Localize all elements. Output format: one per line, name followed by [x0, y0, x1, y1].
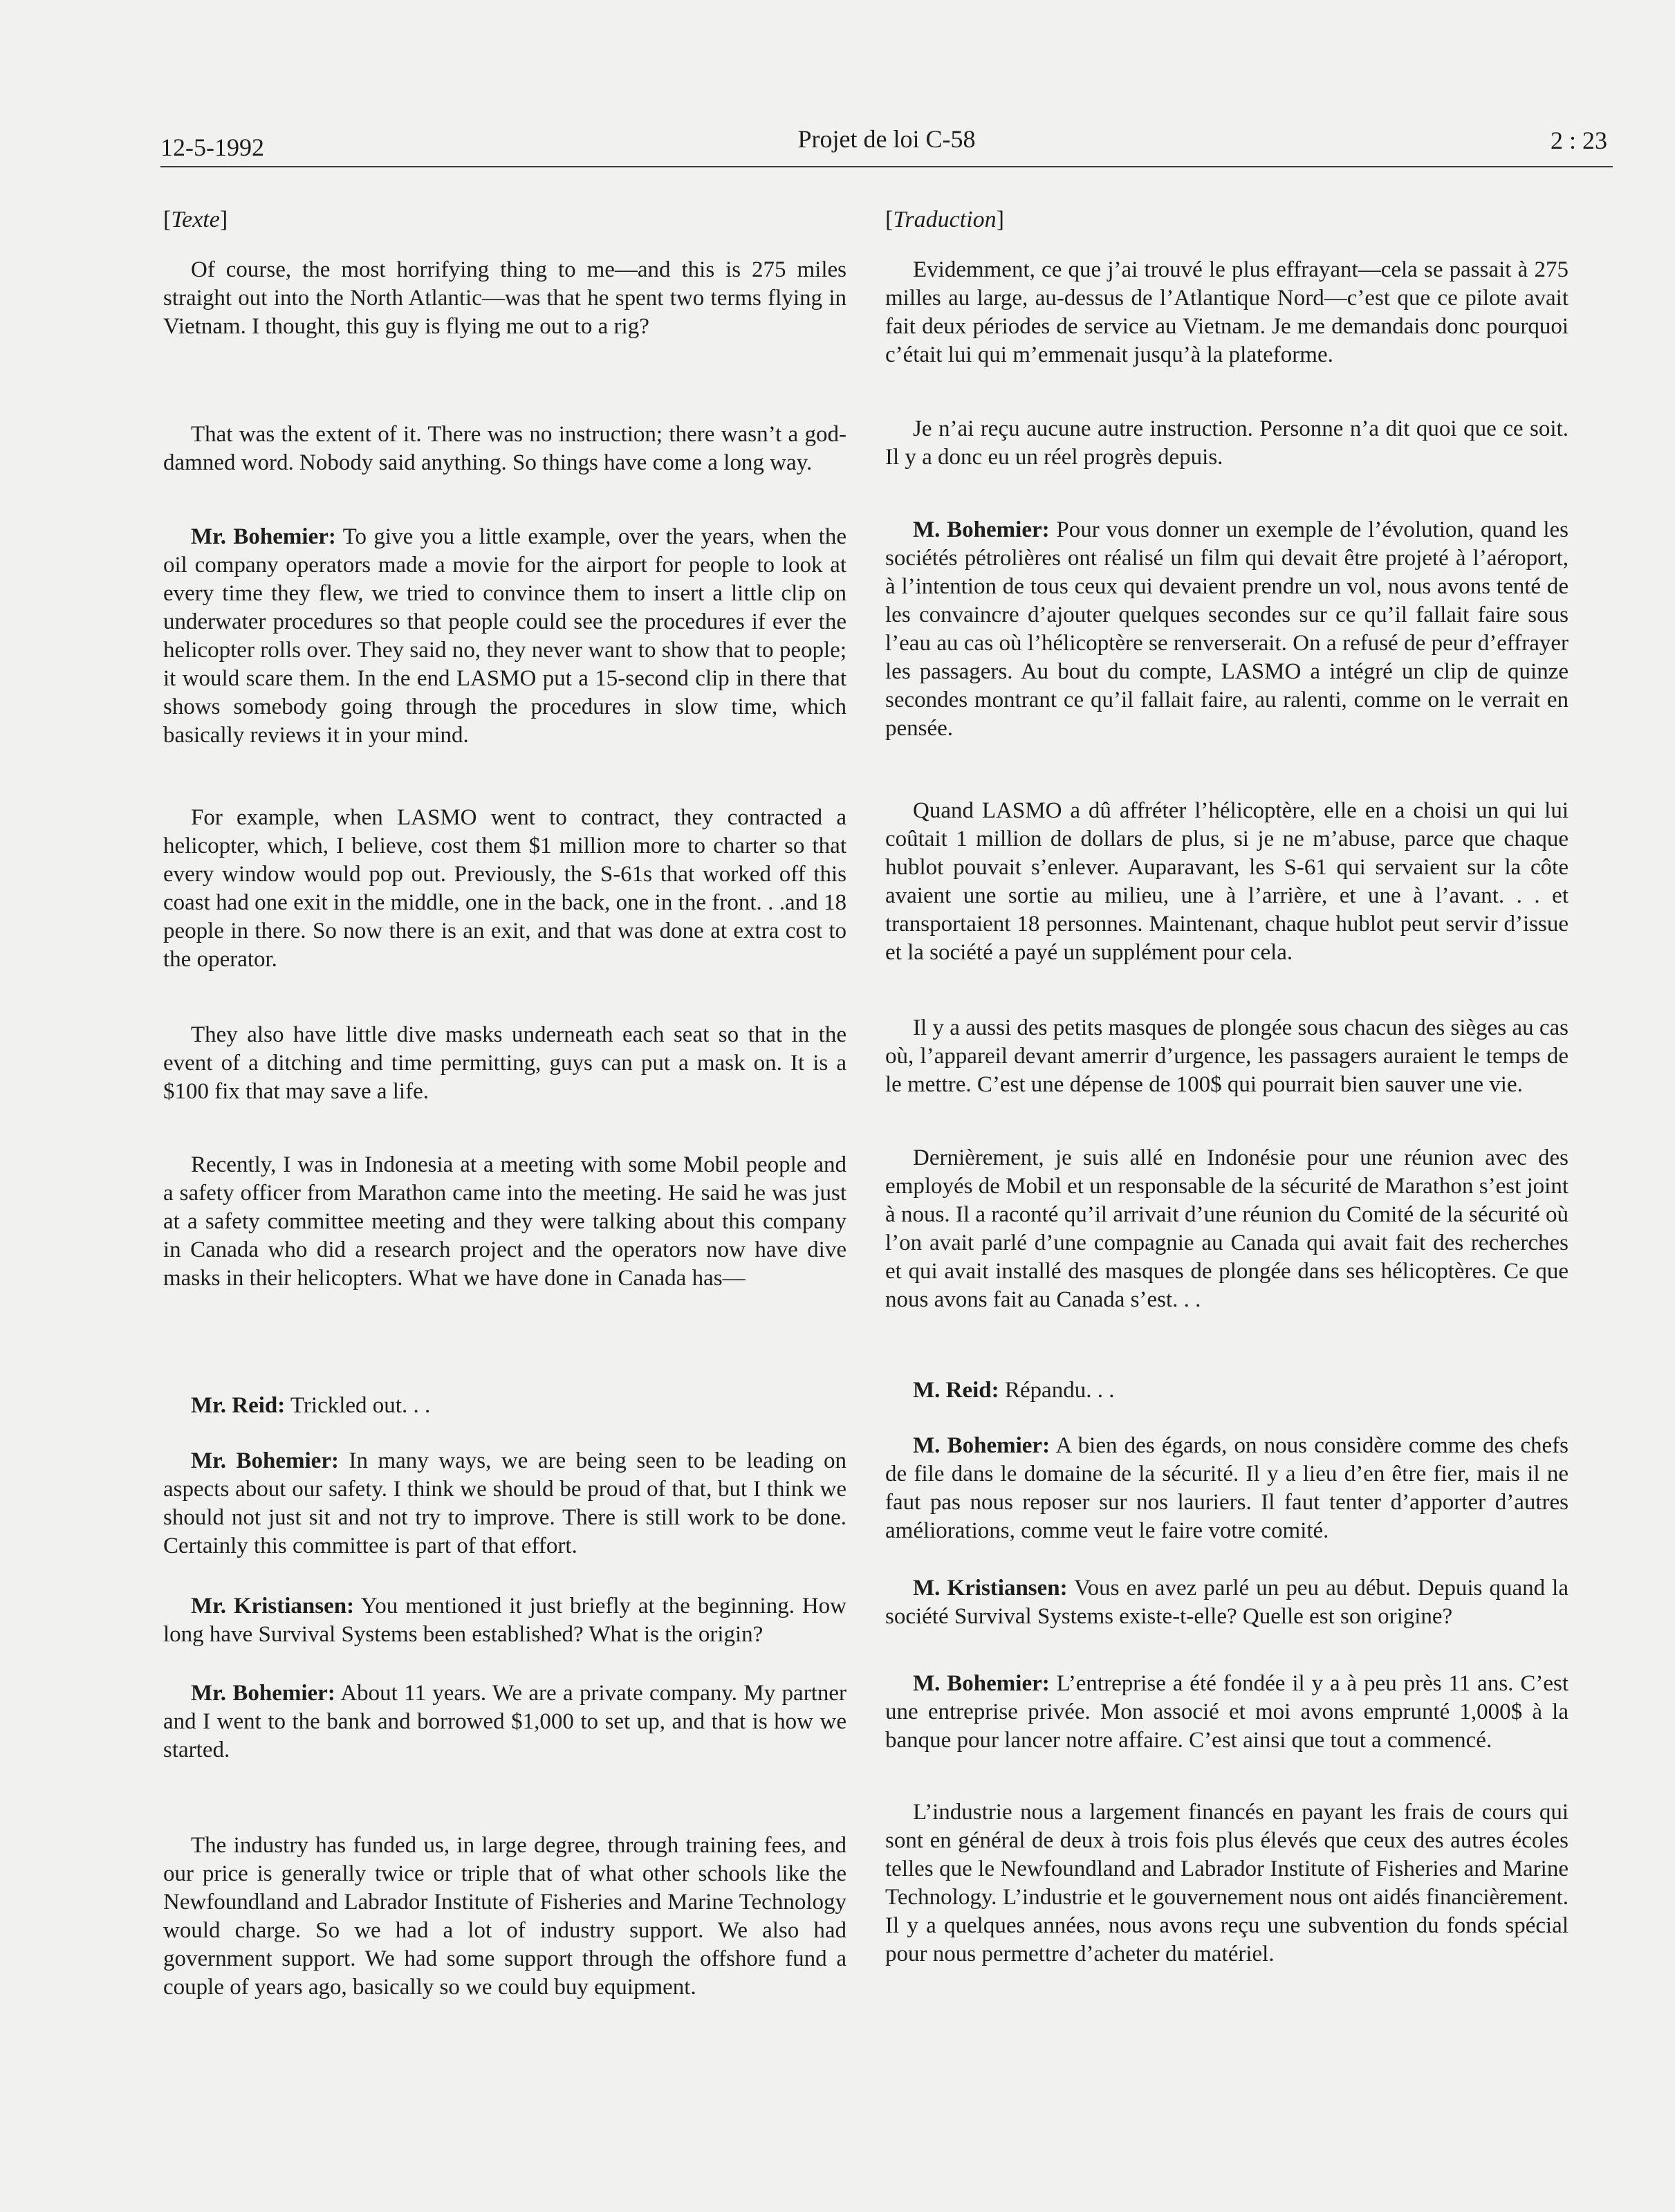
english-paragraph: Mr. Bohemier: To give you a little example, over the years, when the oil company operators made a movie for the airport for people to look at every time they flew, we tried to convince them to insert a little clip on underwater procedures so that people could see the procedures if ever the helicopter rolls over. They said no, they never want to show that to people; it would scare them. In the end LASMO put a 15-second clip in there that shows somebody going through the procedures in slow time, which basically reviews it in your mind. [163, 524, 846, 748]
french-paragraph: Il y a aussi des petits masques de plongée sous chacun des sièges au cas où, l’appareil devant amerrir d’urgence, les passagers auraient le temps de le mettre. C’est une dépense de 100$ qui pourrait bien sauver une vie. [885, 1015, 1568, 1097]
page-header [154, 118, 1620, 173]
french-paragraph: Je n’ai reçu aucune autre instruction. Personne n’a dit quoi que ce soit. Il y a donc eu un réel progrès depuis. [885, 416, 1568, 470]
english-paragraph: Mr. Bohemier: About 11 years. We are a private company. My partner and I went to the bank and borrowed $1,000 to set up, and that is how we started. [163, 1681, 846, 1762]
english-column [163, 206, 847, 2000]
english-paragraph: The industry has funded us, in large degree, through training fees, and our price is generally twice or triple that of what other schools like the Newfoundland and Labrador Institute of Fisheries and Marine Technology would charge. So we had a lot of industry support. We also had government support. We had some support through the offshore fund a couple of years ago, basically so we could buy equipment. [163, 1833, 846, 2000]
french-paragraph: M. Kristiansen: Vous en avez parlé un peu au début. Depuis quand la société Survival Systems existe-t-elle? Quelle est son origine? [885, 1576, 1568, 1629]
french-paragraph: M. Reid: Répandu. . . [913, 1378, 1115, 1403]
english-paragraph: That was the extent of it. There was no instruction; there wasn’t a god-damned word. Nobody said anything. So things have come a long way. [163, 422, 846, 475]
english-paragraph: For example, when LASMO went to contract, they contracted a helicopter, which, I believe, cost them $1 million more to charter so that every window would pop out. Previously, the S-61s that worked off this coast had one exit in the middle, one in the back, one in the front. . .and 18 people in there. So now there is an exit, and that was done at extra cost to the operator. [163, 805, 846, 972]
french-paragraph: Quand LASMO a dû affréter l’hélicoptère, elle en a choisi un qui lui coûtait 1 million de dollars de plus, si je ne m’abuse, parce que chaque hublot pouvait s’enlever. Auparavant, les S-61 qui servaient sur la côte avaient une sortie au milieu, une à l’arrière, et une à l’avant. . . et transportaient 18 personnes. Maintenant, chaque hublot peut servir d’issue et la société a payé un supplément pour cela. [885, 798, 1568, 965]
english-paragraph: Mr. Kristiansen: You mentioned it just briefly at the beginning. How long have Survival Systems been established? What is the origin? [163, 1594, 847, 1647]
french-paragraph: M. Bohemier: Pour vous donner un exemple de l’évolution, quand les sociétés pétrolières ont réalisé un film qui devait être projeté à l’aéroport, à l’intention de tous ceux qui devaient prendre un vol, nous avons tenté de les convaincre d’ajouter quelques secondes sur ce qu’il fallait faire sous l’eau au cas où l’hélicoptère se renverserait. On a refusé de peur d’effrayer les passagers. Au bout du compte, LASMO a intégré un clip de quinze secondes montrant ce qu’il fallait faire, au ralenti, comme on le verrait en pensée. [885, 517, 1568, 741]
french-paragraph: Dernièrement, je suis allé en Indonésie pour une réunion avec des employés de Mobil et un responsable de la sécurité de Marathon s’est joint à nous. Il a raconté qu’il arrivait d’une réunion du Comité de la sécurité où l’on avait parlé d’une compagnie au Canada qui avait fait des recherches et qui avait installé des masques de plongée dans ses hélicoptères. Ce que nous avons fait au Canada s’est. . . [885, 1145, 1568, 1312]
english-paragraph: Recently, I was in Indonesia at a meeting with some Mobil people and a safety officer from Marathon came into the meeting. He said he was just at a safety committee meeting and they were talking about this company in Canada who did a research project and the operators now have dive masks in their helicopters. What we have done in Canada has— [163, 1152, 846, 1291]
french-paragraph: L’industrie nous a largement financés en payant les frais de cours qui sont en général de deux à trois fois plus élevés que ceux des autres écoles telles que le Newfoundland and Labrador Institute of Fisheries and Marine Technology. L’industrie et le gouvernement nous ont aidés financièrement. Il y a quelques années, nous avons reçu une subvention du fonds spécial pour nous permettre d’acheter du matériel. [885, 1800, 1568, 1966]
french-column-label: [Traduction] [885, 207, 1004, 232]
english-paragraph: Mr. Reid: Trickled out. . . [191, 1393, 431, 1418]
english-paragraph: Mr. Bohemier: In many ways, we are being seen to be leading on aspects about our safety. I think we should be proud of that, but I think we should not just sit and not try to improve. There is still work to be done. Certainly this committee is part of that effort. [163, 1448, 846, 1558]
english-column-label: [Texte] [163, 207, 228, 232]
french-paragraph: M. Bohemier: L’entreprise a été fondée il y a à peu près 11 ans. C’est une entreprise privée. Mon associé et moi avons emprunté 1,000$ à la banque pour lancer notre affaire. C’est ainsi que tout a commencé. [885, 1671, 1568, 1753]
header-title: Projet de loi C-58 [797, 125, 976, 153]
french-paragraph: M. Bohemier: A bien des égards, on nous considère comme des chefs de file dans le domaine de la sécurité. Il y a lieu d’en être fier, mais il ne faut pas nous reposer sur nos lauriers. Il faut tenter d’apporter d’autres améliorations, comme veut le faire votre comité. [885, 1433, 1568, 1543]
english-paragraph: They also have little dive masks underneath each seat so that in the event of a ditching and time permitting, guys can put a mask on. It is a $100 fix that may save a life. [163, 1022, 846, 1104]
header-date: 12-5-1992 [160, 133, 264, 161]
english-paragraph: Of course, the most horrifying thing to me—and this is 275 miles straight out into the North Atlantic—was that he spent two terms flying in Vietnam. I thought, this guy is flying me out to a rig? [163, 257, 846, 339]
header-page-number: 2 : 23 [1550, 127, 1607, 154]
french-paragraph: Evidemment, ce que j’ai trouvé le plus effrayant—cela se passait à 275 milles au large, au-dessus de l’Atlantique Nord—c’est que ce pilote avait fait deux périodes de service au Vietnam. Je me demandais donc pourquoi c’était lui qui m’emmenait jusqu’à la plateforme. [885, 257, 1568, 367]
header-rule [160, 166, 1613, 167]
french-column [885, 206, 1568, 1966]
